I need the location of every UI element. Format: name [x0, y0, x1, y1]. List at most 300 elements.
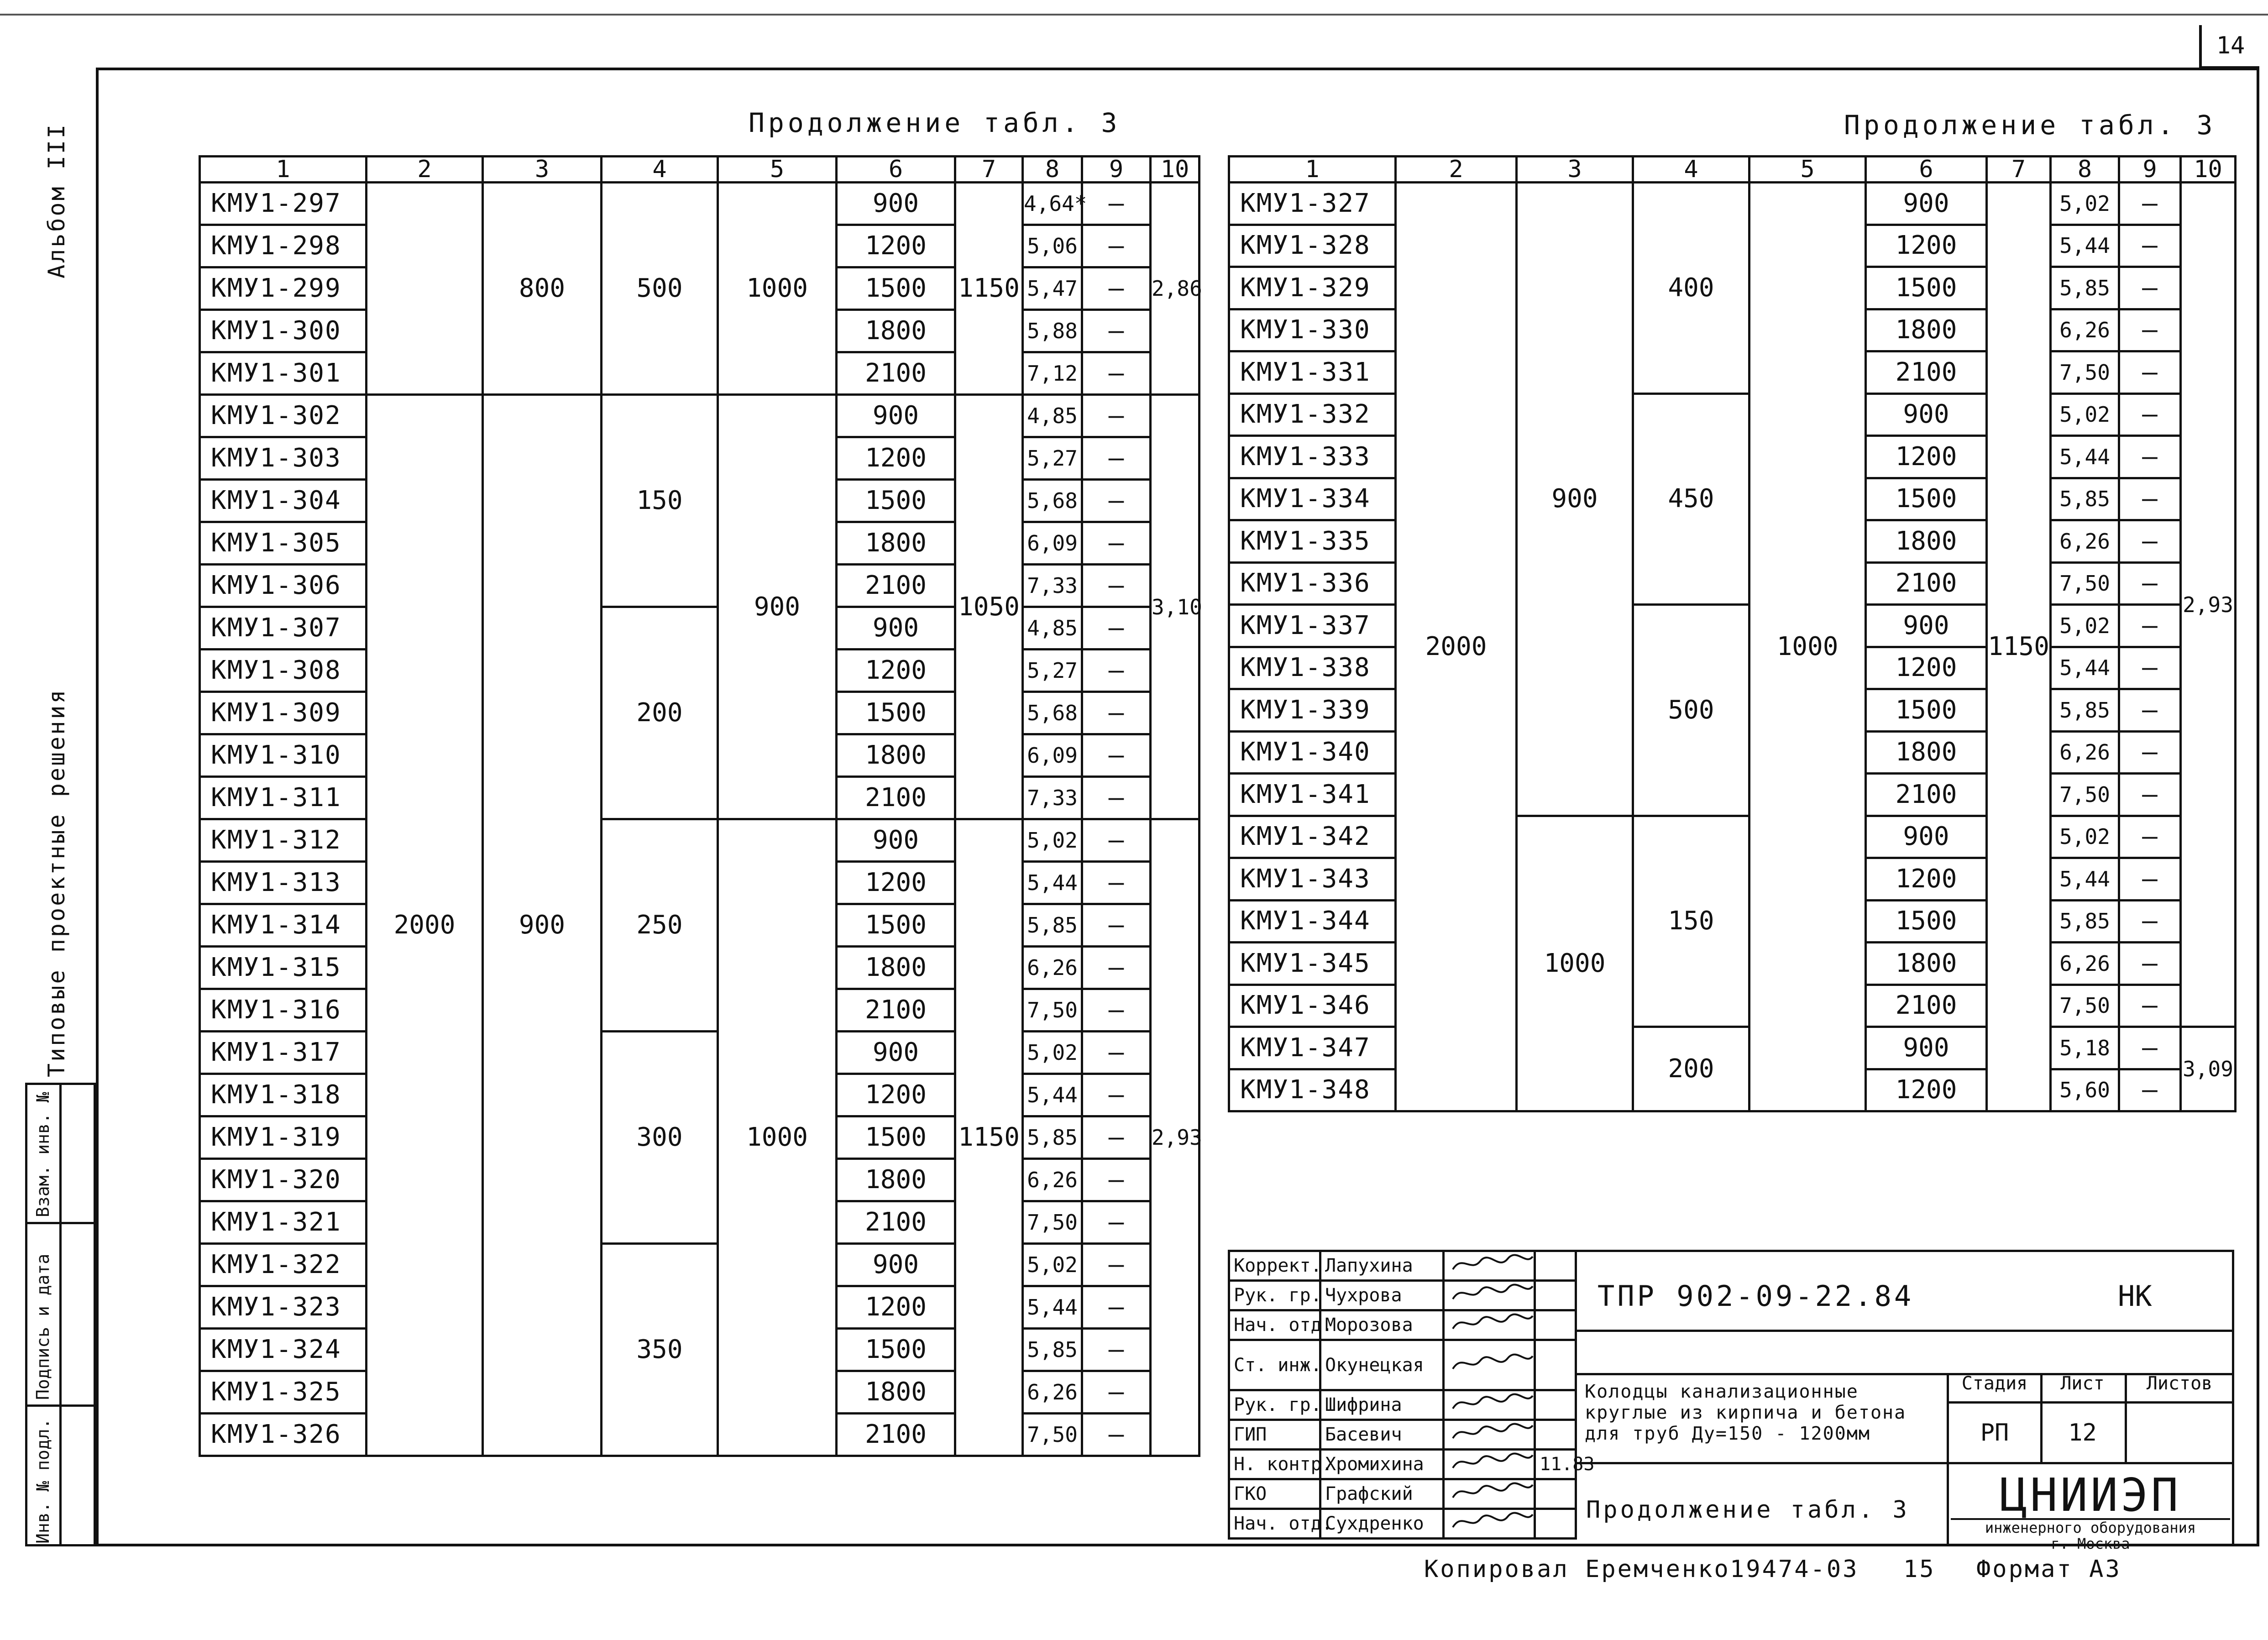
stamp-field-replace: Взам. инв. № — [33, 1092, 53, 1217]
row-label: КМУ1-318 — [200, 1074, 367, 1116]
paper-format: Формат А3 — [1976, 1556, 2121, 1583]
row-label: КМУ1-315 — [200, 947, 367, 989]
row-label: КМУ1-346 — [1229, 985, 1396, 1027]
value-cell: 5,68 — [1023, 692, 1082, 734]
value-cell: 1800 — [837, 1371, 955, 1414]
org-city: г. Москва — [2051, 1535, 2130, 1553]
row-label: КМУ1-306 — [200, 565, 367, 607]
date-cell — [1535, 1251, 1576, 1281]
row-label: КМУ1-343 — [1229, 858, 1396, 901]
value-cell: 2100 — [837, 777, 955, 819]
value-cell: 5,06 — [1023, 225, 1082, 267]
value-cell: 1800 — [837, 947, 955, 989]
value-cell: — — [1082, 437, 1151, 480]
handwritten-signature — [1448, 1480, 1535, 1503]
title-role-row — [1229, 1310, 1576, 1340]
row-label: КМУ1-324 — [200, 1329, 367, 1371]
row-label: КМУ1-312 — [200, 819, 367, 862]
title-role-row — [1229, 1450, 1576, 1479]
column-header: 9 — [2119, 157, 2181, 183]
merged-cell: 1000 — [718, 183, 837, 395]
value-cell: 6,09 — [1023, 522, 1082, 565]
value-cell: 6,09 — [1023, 734, 1082, 777]
signature-cell — [1444, 1340, 1535, 1390]
column-header: 6 — [1866, 157, 1987, 183]
value-cell: 1200 — [837, 225, 955, 267]
role-person: Морозова — [1320, 1310, 1444, 1340]
title-block-roles — [1228, 1250, 1595, 1540]
merged-cell: 350 — [602, 1244, 718, 1456]
role-title: Нач. отд. — [1229, 1509, 1320, 1539]
value-cell: — — [1082, 565, 1151, 607]
value-cell: 1500 — [837, 1329, 955, 1371]
row-label: КМУ1-342 — [1229, 816, 1396, 858]
column-header: 6 — [837, 157, 955, 183]
sheet-title: Продолжение табл. 3 — [1575, 1464, 1949, 1546]
value-cell: 1200 — [837, 862, 955, 904]
stamp-field-inventory: Инв. № подл. — [33, 1418, 53, 1544]
stage-value: РП — [1949, 1401, 2043, 1464]
value-cell: 5,85 — [2051, 689, 2119, 732]
merged-cell: 200 — [1633, 1027, 1749, 1111]
date-cell — [1535, 1509, 1576, 1539]
stage-label: Стадия — [1949, 1373, 2043, 1404]
value-cell: 5,44 — [2051, 647, 2119, 689]
doc-mark: НК — [2118, 1279, 2152, 1313]
value-cell: — — [1082, 1032, 1151, 1074]
merged-cell: 400 — [1633, 183, 1749, 394]
value-cell: 1800 — [1866, 309, 1987, 351]
value-cell: 1800 — [1866, 943, 1987, 985]
merged-cell: 900 — [483, 395, 602, 1456]
value-cell: 7,50 — [2051, 985, 2119, 1027]
role-title: Н. контр. — [1229, 1450, 1320, 1479]
value-cell: 5,88 — [1023, 310, 1082, 352]
column-header: 2 — [1396, 157, 1517, 183]
value-cell: 5,44 — [1023, 1074, 1082, 1116]
handwritten-signature — [1448, 1421, 1535, 1444]
merged-cell: 900 — [1517, 183, 1633, 816]
row-label: КМУ1-341 — [1229, 774, 1396, 816]
date-cell — [1535, 1479, 1576, 1509]
table-row — [200, 607, 1199, 650]
value-cell: 5,85 — [2051, 900, 2119, 943]
value-cell: — — [2119, 562, 2181, 605]
value-cell: — — [1082, 989, 1151, 1032]
right-table-caption: Продолжение табл. 3 — [1844, 110, 2216, 141]
value-cell: 900 — [1866, 183, 1987, 225]
row-label: КМУ1-310 — [200, 734, 367, 777]
value-cell: 900 — [1866, 1027, 1987, 1069]
value-cell: — — [1082, 734, 1151, 777]
value-cell: 2100 — [1866, 985, 1987, 1027]
row-label: КМУ1-297 — [200, 183, 367, 225]
stamp-field-signature: Подпись и дата — [33, 1253, 53, 1400]
value-cell: 5,85 — [1023, 904, 1082, 947]
role-person: Сухдренко — [1320, 1509, 1444, 1539]
header-row — [1229, 157, 2236, 183]
value-cell: 4,85 — [1023, 607, 1082, 650]
handwritten-signature — [1448, 1451, 1535, 1473]
value-cell: — — [1082, 904, 1151, 947]
sheets-label: Листов — [2125, 1373, 2234, 1404]
title-role-row — [1229, 1509, 1576, 1539]
title-role-row — [1229, 1390, 1576, 1420]
row-label: КМУ1-334 — [1229, 478, 1396, 520]
value-cell: 1200 — [837, 437, 955, 480]
value-cell: 7,50 — [1023, 1201, 1082, 1244]
value-cell: — — [2119, 731, 2181, 774]
row-label: КМУ1-328 — [1229, 225, 1396, 267]
value-cell: 6,26 — [2051, 731, 2119, 774]
value-cell: 5,68 — [1023, 480, 1082, 522]
value-cell: 1200 — [1866, 436, 1987, 478]
value-cell: 1500 — [1866, 900, 1987, 943]
value-cell: 7,33 — [1023, 565, 1082, 607]
value-cell: 1500 — [1866, 267, 1987, 309]
value-cell: — — [1082, 1371, 1151, 1414]
value-cell: 5,02 — [1023, 1244, 1082, 1286]
value-cell: 900 — [837, 1244, 955, 1286]
table-row — [200, 183, 1199, 225]
copied-by: Копировал Еремченко — [1424, 1556, 1730, 1583]
handwritten-signature — [1448, 1510, 1535, 1533]
value-cell: 1500 — [837, 1116, 955, 1159]
value-cell: 2100 — [1866, 562, 1987, 605]
row-label: КМУ1-345 — [1229, 943, 1396, 985]
value-cell: 900 — [837, 183, 955, 225]
column-header: 9 — [1082, 157, 1151, 183]
value-cell: 7,50 — [2051, 774, 2119, 816]
table-row — [1229, 1027, 2236, 1069]
column-header: 5 — [1749, 157, 1866, 183]
row-label: КМУ1-326 — [200, 1414, 367, 1456]
value-cell: 5,47 — [1023, 267, 1082, 310]
value-cell: 1800 — [837, 522, 955, 565]
role-title: Нач. отд. — [1229, 1310, 1320, 1340]
signature-cell — [1444, 1310, 1535, 1340]
row-label: КМУ1-299 — [200, 267, 367, 310]
archive-stamp — [25, 1083, 96, 1546]
role-person: Графский — [1320, 1479, 1444, 1509]
row-label: КМУ1-305 — [200, 522, 367, 565]
table-row — [1229, 605, 2236, 647]
value-cell: 5,02 — [2051, 183, 2119, 225]
value-cell: — — [1082, 607, 1151, 650]
role-title: ГИП — [1229, 1420, 1320, 1450]
row-label: КМУ1-325 — [200, 1371, 367, 1414]
handwritten-signature — [1448, 1282, 1535, 1305]
row-label: КМУ1-304 — [200, 480, 367, 522]
signature-cell — [1444, 1251, 1535, 1281]
date-cell: 11.83 — [1535, 1450, 1576, 1479]
row-label: КМУ1-331 — [1229, 351, 1396, 394]
value-cell: 5,02 — [1023, 819, 1082, 862]
merged-cell — [367, 183, 483, 395]
row-label: КМУ1-329 — [1229, 267, 1396, 309]
doc-code: ТПР 902-09-22.84 — [1598, 1279, 1914, 1313]
table-row — [200, 1244, 1199, 1286]
org-name: ЦНИИЭП — [2000, 1468, 2181, 1522]
signature-cell — [1444, 1281, 1535, 1310]
value-cell: — — [2119, 309, 2181, 351]
column-header: 5 — [718, 157, 837, 183]
value-cell: 5,60 — [2051, 1069, 2119, 1111]
merged-cell: 2,93 — [2181, 183, 2236, 1027]
value-cell: 1200 — [837, 1074, 955, 1116]
value-cell: — — [2119, 774, 2181, 816]
handwritten-signature — [1448, 1391, 1535, 1414]
merged-cell: 3,10 — [1151, 395, 1199, 819]
row-label: КМУ1-322 — [200, 1244, 367, 1286]
value-cell: — — [2119, 647, 2181, 689]
value-cell: 2100 — [837, 1414, 955, 1456]
merged-cell: 450 — [1633, 393, 1749, 605]
date-cell — [1535, 1310, 1576, 1340]
value-cell: — — [1082, 522, 1151, 565]
role-person: Лапухина — [1320, 1251, 1444, 1281]
value-cell: — — [1082, 1201, 1151, 1244]
header-row — [200, 157, 1199, 183]
row-label: КМУ1-300 — [200, 310, 367, 352]
row-label: КМУ1-321 — [200, 1201, 367, 1244]
signature-cell — [1444, 1450, 1535, 1479]
value-cell: 1200 — [837, 1286, 955, 1329]
value-cell: 7,12 — [1023, 352, 1082, 395]
value-cell: 2100 — [837, 352, 955, 395]
value-cell: 2100 — [837, 565, 955, 607]
role-person: Хромихина — [1320, 1450, 1444, 1479]
value-cell: 1800 — [1866, 520, 1987, 563]
merged-cell: 3,09 — [2181, 1027, 2236, 1111]
merged-cell: 900 — [718, 395, 837, 819]
column-header: 1 — [1229, 157, 1396, 183]
value-cell: 2100 — [837, 1201, 955, 1244]
value-cell: — — [2119, 478, 2181, 520]
title-role-row — [1229, 1340, 1576, 1390]
handwritten-signature — [1448, 1311, 1535, 1334]
row-label: КМУ1-313 — [200, 862, 367, 904]
value-cell: 5,85 — [1023, 1329, 1082, 1371]
column-header: 8 — [1023, 157, 1082, 183]
value-cell: 1200 — [1866, 225, 1987, 267]
value-cell: — — [2119, 900, 2181, 943]
value-cell: — — [2119, 858, 2181, 901]
value-cell: 1800 — [837, 1159, 955, 1201]
value-cell: 900 — [837, 607, 955, 650]
value-cell: 1500 — [837, 267, 955, 310]
value-cell: 1500 — [1866, 689, 1987, 732]
right-data-table — [1228, 155, 2237, 1112]
handwritten-signature — [1448, 1352, 1535, 1374]
merged-cell: 800 — [483, 183, 602, 395]
value-cell: — — [1082, 650, 1151, 692]
value-cell: 6,26 — [1023, 1371, 1082, 1414]
merged-cell: 500 — [602, 183, 718, 395]
signature-cell — [1444, 1420, 1535, 1450]
sheet-value: 12 — [2040, 1401, 2127, 1464]
role-person: Окунецкая — [1320, 1340, 1444, 1390]
value-cell: 900 — [1866, 393, 1987, 436]
value-cell: 5,44 — [2051, 858, 2119, 901]
merged-cell: 2000 — [1396, 183, 1517, 1111]
value-cell: — — [2119, 1069, 2181, 1111]
value-cell: — — [2119, 689, 2181, 732]
value-cell: — — [1082, 225, 1151, 267]
value-cell: 5,85 — [1023, 1116, 1082, 1159]
org-sub: инженерного оборудования — [1951, 1518, 2230, 1536]
value-cell: 1800 — [837, 310, 955, 352]
handwritten-signature — [1448, 1252, 1535, 1275]
date-cell — [1535, 1390, 1576, 1420]
column-header: 8 — [2051, 157, 2119, 183]
row-label: КМУ1-339 — [1229, 689, 1396, 732]
value-cell: 4,85 — [1023, 395, 1082, 437]
table-row — [200, 819, 1199, 862]
row-label: КМУ1-316 — [200, 989, 367, 1032]
value-cell: — — [1082, 1244, 1151, 1286]
signature-cell — [1444, 1390, 1535, 1420]
role-title: Коррект. — [1229, 1251, 1320, 1281]
value-cell: — — [1082, 183, 1151, 225]
value-cell: 5,44 — [2051, 225, 2119, 267]
value-cell: 5,02 — [2051, 605, 2119, 647]
merged-cell: 150 — [602, 395, 718, 607]
column-header: 7 — [1987, 157, 2051, 183]
row-label: КМУ1-303 — [200, 437, 367, 480]
value-cell: 1500 — [1866, 478, 1987, 520]
row-label: КМУ1-338 — [1229, 647, 1396, 689]
date-cell — [1535, 1420, 1576, 1450]
row-label: КМУ1-314 — [200, 904, 367, 947]
row-label: КМУ1-308 — [200, 650, 367, 692]
album-label: Альбом III — [43, 122, 70, 278]
value-cell: 900 — [1866, 816, 1987, 858]
value-cell: — — [1082, 480, 1151, 522]
row-label: КМУ1-336 — [1229, 562, 1396, 605]
value-cell: 7,50 — [2051, 562, 2119, 605]
signature-cell — [1444, 1509, 1535, 1539]
table-row — [1229, 393, 2236, 436]
row-label: КМУ1-298 — [200, 225, 367, 267]
value-cell: — — [2119, 943, 2181, 985]
value-cell: — — [1082, 1159, 1151, 1201]
column-header: 7 — [955, 157, 1023, 183]
stage-block — [1949, 1373, 2234, 1464]
role-person: Басевич — [1320, 1420, 1444, 1450]
column-header: 3 — [1517, 157, 1633, 183]
table-row — [200, 1032, 1199, 1074]
value-cell: — — [1082, 1414, 1151, 1456]
merged-cell: 1000 — [1517, 816, 1633, 1111]
table-row — [1229, 816, 2236, 858]
merged-cell: 1150 — [1987, 183, 2051, 1111]
value-cell: 2100 — [1866, 774, 1987, 816]
value-cell: — — [1082, 395, 1151, 437]
title-role-row — [1229, 1281, 1576, 1310]
signature-cell — [1444, 1479, 1535, 1509]
row-label: КМУ1-302 — [200, 395, 367, 437]
value-cell: 2100 — [837, 989, 955, 1032]
merged-cell: 250 — [602, 819, 718, 1032]
left-data-table — [199, 155, 1200, 1457]
value-cell: — — [1082, 352, 1151, 395]
value-cell: 1800 — [1866, 731, 1987, 774]
row-label: КМУ1-320 — [200, 1159, 367, 1201]
value-cell: — — [1082, 1286, 1151, 1329]
role-title: Рук. гр. — [1229, 1281, 1320, 1310]
value-cell: — — [2119, 985, 2181, 1027]
value-cell: 1500 — [837, 480, 955, 522]
value-cell: — — [2119, 225, 2181, 267]
value-cell: 900 — [837, 395, 955, 437]
row-label: КМУ1-311 — [200, 777, 367, 819]
value-cell: 6,26 — [2051, 309, 2119, 351]
value-cell: 5,02 — [2051, 393, 2119, 436]
title-role-row — [1229, 1251, 1576, 1281]
value-cell: — — [1082, 1329, 1151, 1371]
table-row — [1229, 183, 2236, 225]
value-cell: 6,26 — [1023, 1159, 1082, 1201]
value-cell: 5,27 — [1023, 650, 1082, 692]
value-cell: — — [1082, 947, 1151, 989]
merged-cell: 1150 — [955, 819, 1023, 1456]
value-cell: 7,33 — [1023, 777, 1082, 819]
merged-cell: 1000 — [718, 819, 837, 1456]
sheet-number: 14 — [2199, 25, 2259, 69]
column-header: 10 — [1151, 157, 1199, 183]
value-cell: — — [2119, 1027, 2181, 1069]
value-cell: — — [1082, 777, 1151, 819]
value-cell: 7,50 — [1023, 1414, 1082, 1456]
value-cell: 1200 — [837, 650, 955, 692]
column-header: 1 — [200, 157, 367, 183]
value-cell: 1500 — [837, 692, 955, 734]
row-label: КМУ1-330 — [1229, 309, 1396, 351]
value-cell: 2100 — [1866, 351, 1987, 394]
value-cell: 5,18 — [2051, 1027, 2119, 1069]
merged-cell: 150 — [1633, 816, 1749, 1027]
page-number: 15 — [1903, 1556, 1936, 1583]
row-label: КМУ1-301 — [200, 352, 367, 395]
merged-cell: 1000 — [1749, 183, 1866, 1111]
title-block — [1228, 1250, 2234, 1553]
doc-description: Колодцы канализационные круглые из кирпича и бетона для труб Ду=150 - 1200мм — [1575, 1373, 1949, 1464]
column-header: 2 — [367, 157, 483, 183]
merged-cell: 2,93 — [1151, 819, 1199, 1456]
date-cell — [1535, 1340, 1576, 1390]
value-cell: — — [1082, 1116, 1151, 1159]
column-header: 4 — [1633, 157, 1749, 183]
value-cell: — — [2119, 267, 2181, 309]
row-label: КМУ1-337 — [1229, 605, 1396, 647]
archive-number: 19474-03 — [1730, 1556, 1859, 1583]
value-cell: 7,50 — [2051, 351, 2119, 394]
value-cell: — — [2119, 351, 2181, 394]
value-cell: — — [1082, 862, 1151, 904]
value-cell: — — [2119, 393, 2181, 436]
row-label: КМУ1-319 — [200, 1116, 367, 1159]
value-cell: — — [2119, 183, 2181, 225]
merged-cell: 1150 — [955, 183, 1023, 395]
value-cell: 5,44 — [1023, 1286, 1082, 1329]
value-cell: — — [1082, 310, 1151, 352]
row-label: КМУ1-323 — [200, 1286, 367, 1329]
value-cell: 1200 — [1866, 1069, 1987, 1111]
sheet-label: Лист — [2040, 1373, 2127, 1404]
row-label: КМУ1-347 — [1229, 1027, 1396, 1069]
value-cell: — — [2119, 436, 2181, 478]
